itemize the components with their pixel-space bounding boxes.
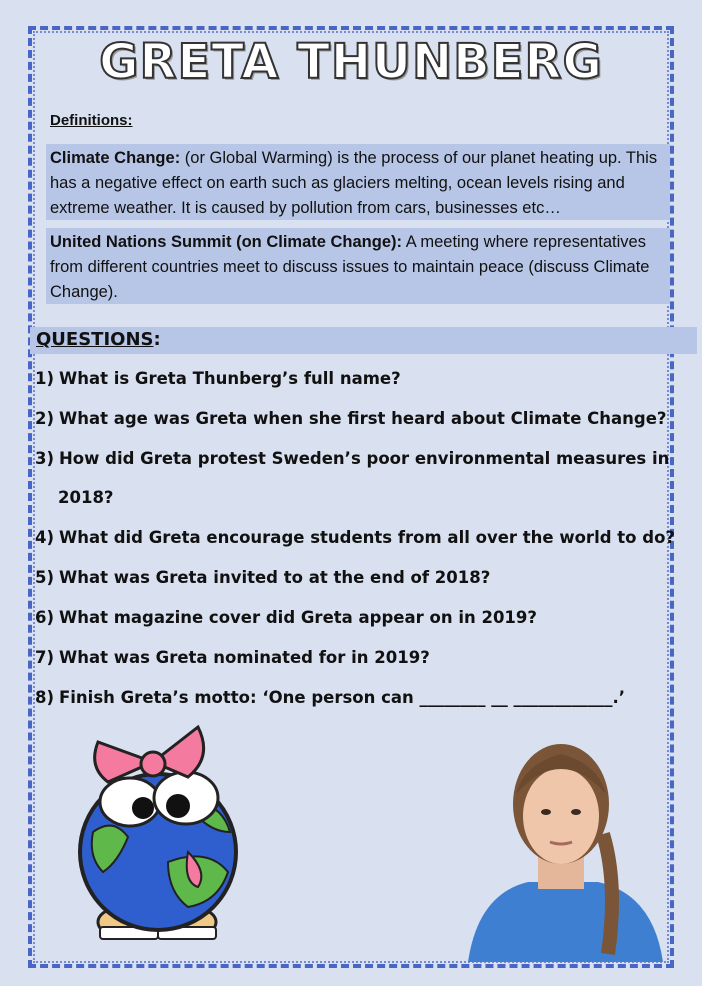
question-number: 6) bbox=[35, 608, 55, 627]
definition-climate-change bbox=[46, 144, 670, 220]
questions-heading-text: QUESTIONS bbox=[36, 329, 154, 350]
question-3-continued: 2018? bbox=[58, 488, 114, 507]
definition-text: (or Global Warming) is the process of our planet heating up. This has a negative effect on earth such as glaciers melting, ocean levels rising and extreme weather. It is caused by pollution from cars, businesses etc… bbox=[50, 149, 658, 217]
definition-term: United Nations Summit (on Climate Change): bbox=[50, 233, 403, 251]
question-1 bbox=[35, 369, 401, 388]
question-2 bbox=[35, 409, 666, 428]
question-number: 3) bbox=[35, 449, 55, 468]
question-text: What was Greta nominated for in 2019? bbox=[59, 648, 430, 667]
definition-un-summit bbox=[46, 228, 670, 304]
question-5 bbox=[35, 568, 490, 587]
questions-heading-colon: : bbox=[153, 329, 161, 350]
question-4 bbox=[35, 528, 675, 547]
questions-heading bbox=[36, 329, 161, 350]
question-number: 4) bbox=[35, 528, 55, 547]
question-3 bbox=[35, 449, 669, 468]
question-text: What did Greta encourage students from all over the world to do? bbox=[59, 528, 675, 547]
question-text: What age was Greta when she first heard about Climate Change? bbox=[59, 409, 667, 428]
question-7 bbox=[35, 648, 430, 667]
question-number: 7) bbox=[35, 648, 55, 667]
question-6 bbox=[35, 608, 537, 627]
greta-photo bbox=[458, 724, 668, 962]
question-text: How did Greta protest Sweden’s poor environmental measures in bbox=[59, 449, 670, 468]
question-number: 8) bbox=[35, 688, 55, 707]
cartoon-earth-icon bbox=[58, 722, 268, 952]
definitions-heading: Definitions: bbox=[50, 112, 133, 129]
question-text: What is Greta Thunberg’s full name? bbox=[59, 369, 401, 388]
definition-text: A meeting where representatives from different countries meet to discuss issues to maintain peace (discuss Climate Change). bbox=[50, 233, 650, 301]
question-text: Finish Greta’s motto: ‘One person can ________ __ ____________.’ bbox=[59, 688, 626, 707]
question-number: 5) bbox=[35, 568, 55, 587]
question-text: What magazine cover did Greta appear on in 2019? bbox=[59, 608, 537, 627]
page-title: GRETA THUNBERG bbox=[99, 34, 603, 90]
question-number: 2) bbox=[35, 409, 55, 428]
question-number: 1) bbox=[35, 369, 55, 388]
definition-term: Climate Change: bbox=[50, 149, 181, 167]
question-8 bbox=[35, 688, 625, 707]
question-text: What was Greta invited to at the end of 2018? bbox=[59, 568, 491, 587]
